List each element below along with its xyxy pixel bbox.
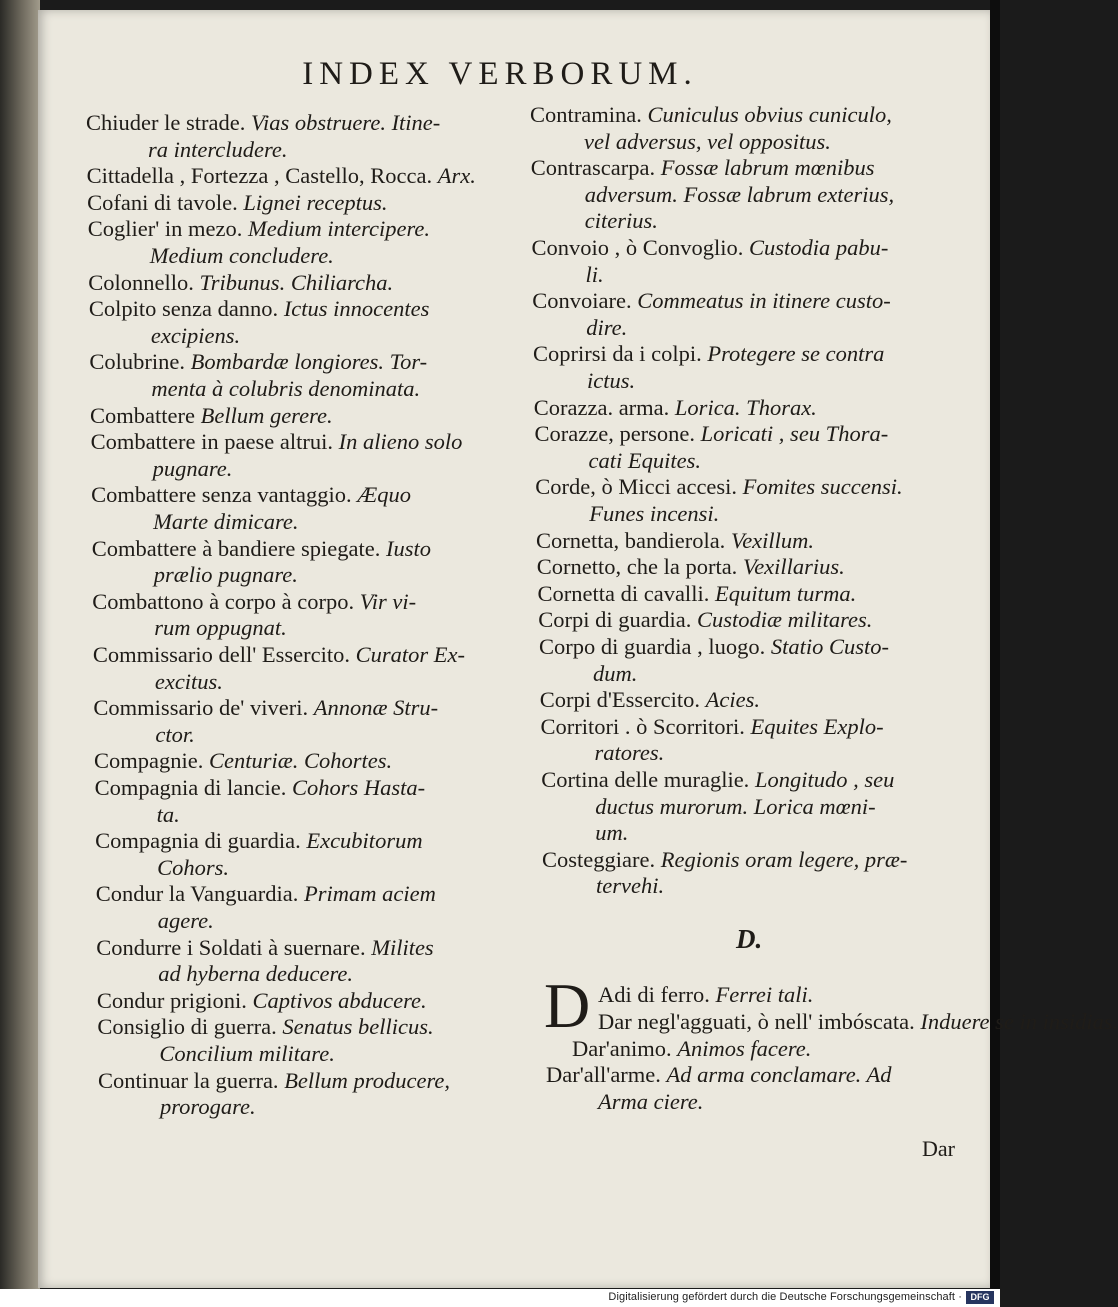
left-latin-continuation: prorogare. — [160, 1094, 256, 1120]
section-letter: D. — [736, 924, 763, 954]
d-latin-continuation: Arma ciere. — [598, 1088, 704, 1114]
right-italian-term: Corritori . ò Scorritori. — [540, 713, 745, 739]
right-italian-term: Convoio , ò Convoglio. — [531, 235, 744, 260]
right-latin-term: Commeatus in itinere custo- — [637, 288, 891, 314]
right-latin-continuation: dum. — [593, 660, 638, 686]
left-italian-term: Continuar la guerra. — [98, 1067, 279, 1093]
right-italian-term: Corpi di guardia. — [538, 607, 692, 633]
left-latin-continuation: excitus. — [154, 668, 223, 694]
right-entry — [542, 847, 907, 873]
right-latin-term: Fomites succensi. — [742, 474, 903, 500]
right-latin-continuation: tervehi. — [596, 873, 665, 899]
left-latin-continuation: rum oppugnat. — [154, 615, 287, 641]
right-italian-term: Convoiare. — [532, 288, 632, 314]
left-italian-term: Combattere à bandiere spiegate. — [91, 535, 381, 561]
right-latin-term: Equites Explo- — [750, 713, 884, 739]
right-latin-term: Custodia pabu- — [749, 235, 889, 260]
d-entry — [598, 1009, 1118, 1035]
right-latin-continuation: Funes incensi. — [589, 501, 720, 526]
right-latin-term: Vexillum. — [730, 527, 815, 553]
left-entry — [92, 536, 431, 562]
right-latin-continuation: dire. — [586, 314, 628, 340]
right-latin-continuation: citerius. — [584, 208, 658, 234]
right-latin-continuation: cati Equites. — [588, 447, 701, 473]
right-entry — [536, 528, 814, 554]
right-italian-term: Cornetta di cavalli. — [537, 580, 710, 606]
left-entry — [97, 988, 427, 1014]
left-latin-term: Lignei receptus. — [243, 189, 388, 215]
left-entry — [91, 429, 463, 455]
right-entry — [541, 714, 884, 740]
left-latin-term: Primam aciem — [304, 881, 436, 907]
right-italian-term: Cortina delle muraglie. — [541, 767, 750, 792]
left-latin-term: Senatus bellicus. — [282, 1014, 434, 1040]
right-entry — [538, 607, 872, 633]
left-latin-term: Captivos abducere. — [252, 987, 427, 1013]
right-latin-term: Statio Custo- — [770, 634, 889, 659]
page-title: INDEX VERBORUM. — [302, 56, 698, 92]
left-italian-term: Compagnia di guardia. — [95, 828, 301, 854]
right-latin-continuation: um. — [595, 820, 629, 846]
left-entry — [96, 881, 436, 907]
left-entry — [93, 642, 465, 668]
right-italian-term: Contrascarpa. — [530, 155, 656, 181]
dfg-logo: DFG — [966, 1291, 994, 1304]
left-latin-continuation: ad hyberna deducere. — [158, 961, 354, 987]
drop-cap: D — [544, 970, 591, 1041]
left-entry — [93, 695, 438, 721]
left-italian-term: Compagnia di lancie. — [94, 775, 287, 800]
left-latin-continuation: Marte dimicare. — [153, 509, 299, 534]
left-latin-term: Bellum producere, — [284, 1067, 450, 1093]
left-latin-term: Medium intercipere. — [247, 216, 431, 242]
right-latin-term: Regionis oram legere, præ- — [660, 846, 908, 872]
right-entry — [530, 102, 892, 128]
right-italian-term: Corpo di guardia , luogo. — [539, 634, 766, 659]
right-latin-continuation: ratores. — [594, 740, 665, 766]
d-italian-term: Dar'all'arme. — [546, 1062, 661, 1088]
left-italian-term: Condur la Vanguardia. — [95, 881, 299, 907]
d-first-entry — [598, 982, 813, 1008]
right-latin-term: Vexillarius. — [742, 554, 845, 580]
right-latin-continuation: ictus. — [587, 368, 636, 393]
right-latin-continuation: adversum. Fossæ labrum exterius, — [584, 181, 895, 207]
right-italian-term: Cornetta, bandierola. — [536, 527, 726, 553]
left-entry — [90, 403, 333, 429]
d-latin-term: Induere se in insidias. — [920, 1009, 1118, 1034]
left-latin-term: Cohors Hasta- — [292, 775, 426, 800]
right-latin-continuation: ductus murorum. Lorica mœni- — [595, 793, 876, 819]
right-entry — [535, 474, 902, 500]
left-latin-term: In alieno solo — [338, 429, 463, 455]
left-entry — [92, 589, 416, 615]
d-latin-term: Animos facere. — [677, 1035, 812, 1061]
left-italian-term: Condurre i Soldati à suernare. — [96, 934, 366, 960]
left-italian-term: Commissario de' viveri. — [93, 695, 309, 721]
left-entry — [98, 1068, 450, 1094]
left-italian-term: Compagnie. — [94, 748, 204, 774]
right-entry — [532, 235, 889, 261]
left-italian-term: Colonnello. — [88, 269, 194, 295]
left-latin-term: Milites — [371, 934, 434, 960]
page-right-margin — [990, 0, 1000, 1290]
left-italian-term: Consiglio di guerra. — [97, 1014, 277, 1040]
left-latin-term: Æquo — [357, 482, 412, 508]
left-latin-term: Ictus innocentes — [283, 296, 430, 322]
left-latin-continuation: excipiens. — [150, 322, 241, 348]
left-italian-term: Colpito senza danno. — [88, 296, 279, 322]
book-gutter-edge — [0, 0, 40, 1290]
left-italian-term: Cittadella , Fortezza , Castello, Rocca. — [86, 163, 433, 189]
d-entry — [572, 1036, 811, 1062]
right-latin-term: Custodiæ militares. — [696, 607, 873, 633]
right-latin-term: Longitudo , seu — [754, 767, 895, 792]
left-italian-term: Cofani di tavole. — [87, 189, 238, 215]
left-entry — [87, 163, 476, 189]
left-entry — [87, 190, 387, 216]
left-latin-continuation: ta. — [156, 801, 180, 827]
right-italian-term: Cornetto, che la porta. — [536, 554, 738, 580]
left-italian-term: Coglier' in mezo. — [87, 216, 243, 242]
right-latin-term: Acies. — [705, 687, 761, 713]
d-italian-term: Dar'animo. — [572, 1035, 672, 1061]
right-latin-term: Protegere se contra — [707, 341, 885, 367]
left-latin-continuation: ctor. — [155, 721, 195, 747]
left-latin-term: Bombardæ longiores. Tor- — [190, 349, 428, 375]
left-latin-continuation: menta à colubris denominata. — [151, 376, 421, 401]
right-italian-term: Corpi d'Essercito. — [539, 687, 701, 713]
right-latin-term: Lorica. Thorax. — [674, 394, 817, 420]
right-entry — [532, 288, 891, 314]
left-entry — [89, 349, 427, 375]
d-italian-term: Dar negl'agguati, ò nell' imbóscata. — [598, 1009, 915, 1034]
left-italian-term: Chiuder le strade. — [86, 110, 246, 135]
catchword: Dar — [922, 1136, 955, 1161]
left-latin-term: Excubitorum — [306, 828, 423, 854]
left-latin-term: Bellum gerere. — [200, 402, 333, 428]
left-entry — [91, 482, 411, 508]
right-italian-term: Corazze, persone. — [534, 421, 696, 447]
left-entry — [89, 296, 430, 322]
left-entry — [95, 828, 422, 854]
right-italian-term: Corde, ò Micci accesi. — [535, 474, 738, 500]
d-first-latin: Ferrei tali. — [715, 982, 814, 1007]
left-italian-term: Condur prigioni. — [96, 987, 247, 1013]
d-first-italian: Adi di ferro. — [598, 982, 710, 1007]
right-latin-continuation: vel adversus, vel oppositus. — [584, 128, 831, 154]
right-latin-term: Equitum turma. — [714, 580, 857, 606]
left-latin-term: Annonæ Stru- — [313, 695, 439, 721]
left-latin-term: Arx. — [437, 163, 476, 189]
right-italian-term: Contramina. — [530, 102, 642, 127]
left-italian-term: Combattere — [90, 402, 195, 428]
right-entry — [534, 395, 817, 421]
left-latin-term: Vias obstruere. Itine- — [250, 110, 441, 135]
right-entry — [537, 554, 845, 580]
left-entry — [86, 110, 440, 136]
right-entry — [533, 341, 884, 367]
right-entry — [540, 687, 760, 713]
right-entry — [541, 767, 894, 793]
left-italian-term: Colubrine. — [89, 349, 186, 375]
left-entry — [88, 216, 430, 242]
left-latin-continuation: ra intercludere. — [148, 136, 288, 162]
right-latin-continuation: li. — [585, 261, 604, 287]
right-latin-term: Cuniculus obvius cuniculo, — [647, 102, 892, 127]
left-latin-term: Tribunus. Chiliarcha. — [199, 269, 394, 295]
left-latin-continuation: Cohors. — [157, 854, 230, 880]
d-entry — [546, 1062, 892, 1088]
footer-credit: Digitalisierung gefördert durch die Deutsche Forschungsgemeinschaft · — [608, 1291, 962, 1303]
right-italian-term: Corazza. arma. — [533, 394, 670, 420]
left-latin-term: Centuriæ. Cohortes. — [208, 748, 393, 774]
left-latin-term: Iusto — [385, 535, 431, 561]
left-italian-term: Commissario dell' Essercito. — [92, 642, 350, 667]
left-entry — [96, 935, 433, 961]
left-latin-continuation: prælio pugnare. — [153, 562, 298, 588]
right-entry — [538, 581, 857, 607]
right-italian-term: Costeggiare. — [542, 846, 656, 872]
left-latin-continuation: agere. — [157, 908, 214, 933]
left-entry — [97, 1014, 433, 1040]
left-latin-term: Vir vi- — [359, 588, 417, 614]
left-entry — [94, 748, 392, 774]
digitization-footer — [0, 1289, 1000, 1307]
left-latin-term: Curator Ex- — [355, 642, 465, 667]
left-latin-continuation: Concilium militare. — [159, 1041, 335, 1066]
left-entry — [88, 270, 393, 296]
right-entry — [531, 155, 875, 181]
left-italian-term: Combattono à corpo à corpo. — [92, 588, 355, 614]
left-entry — [95, 775, 426, 801]
left-italian-term: Combattere in paese altrui. — [90, 429, 333, 455]
left-latin-continuation: Medium concludere. — [149, 243, 334, 268]
right-entry — [535, 421, 889, 447]
d-latin-term: Ad arma conclamare. Ad — [666, 1062, 892, 1088]
right-italian-term: Coprirsi da i colpi. — [533, 341, 702, 367]
right-entry — [539, 634, 889, 660]
right-latin-term: Loricati , seu Thora- — [700, 421, 889, 447]
left-latin-continuation: pugnare. — [152, 455, 233, 481]
right-latin-term: Fossæ labrum mœnibus — [660, 155, 875, 181]
left-italian-term: Combattere senza vantaggio. — [91, 482, 352, 508]
